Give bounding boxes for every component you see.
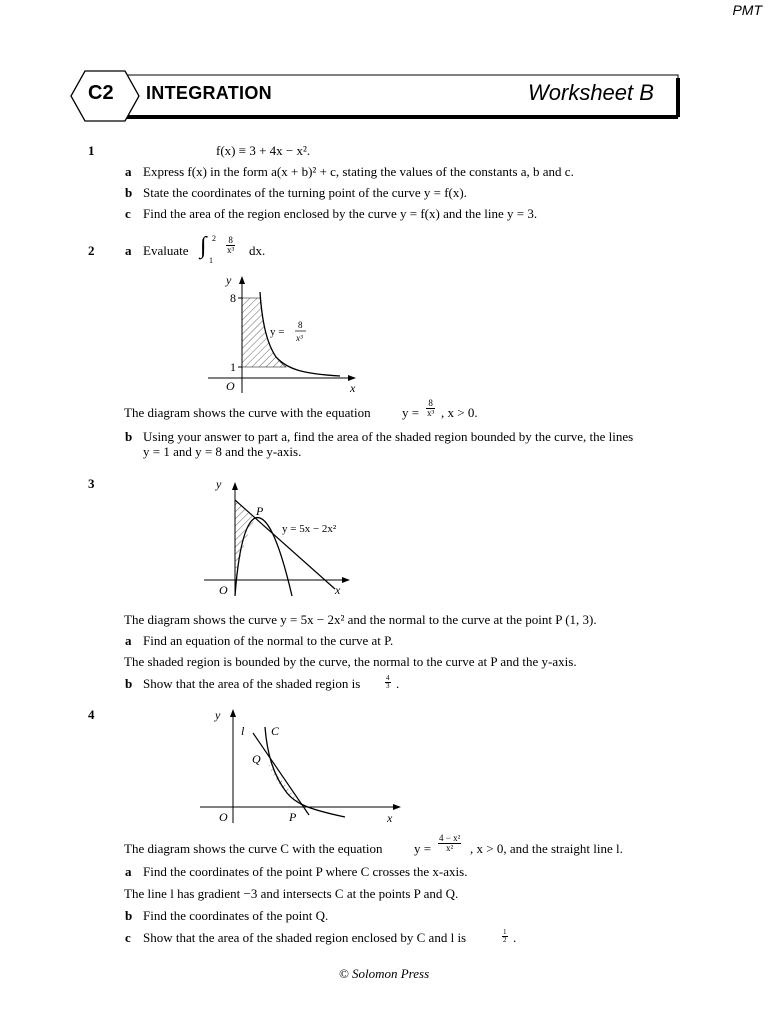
q2-curve-den: x³	[296, 333, 303, 343]
q2-a-label: a	[125, 243, 132, 258]
q3-b-text: Show that the area of the shaded region is	[143, 676, 361, 691]
q2-desc-num: 8	[426, 399, 435, 409]
footer-copyright: © Solomon Press	[338, 966, 430, 981]
q4-a-text: Find the coordinates of the point P where C crosses the x-axis.	[143, 864, 468, 879]
integral-lower: 1	[209, 256, 213, 265]
q4-point-q: Q	[252, 752, 261, 766]
q1-a-label: a	[125, 164, 132, 179]
q4-c-label: c	[125, 930, 131, 945]
q1-b-label: b	[125, 185, 133, 200]
q1-a-text: Express f(x) in the form a(x + b)² + c, stating the values of the constants a, b and c.	[143, 164, 574, 179]
q3-y-axis-label: y	[216, 477, 222, 491]
header-title: INTEGRATION	[146, 83, 272, 103]
q2-curve-num: 8	[298, 320, 303, 330]
q2-desc-fraction	[426, 399, 435, 418]
header-badge: C2	[88, 82, 114, 104]
q4-c-text: Show that the area of the shaded region enclosed by C and l is	[143, 930, 467, 945]
q3-origin-label: O	[219, 583, 228, 597]
q2-y-axis-label: y	[226, 273, 232, 287]
q2-b-label: b	[125, 429, 133, 444]
q4-desc-num: 4 − x²	[439, 833, 461, 843]
q2-tick-1: 1	[230, 360, 236, 374]
corner-label: PMT	[732, 2, 762, 18]
q4-description: The diagram shows the curve C with the equation	[124, 841, 383, 856]
q3-b-fraction	[385, 675, 391, 690]
q2-desc-den: x³	[427, 408, 435, 418]
q3-b-frac-den: 3	[386, 681, 390, 690]
q4-origin-label: O	[219, 810, 228, 824]
q2-description: The diagram shows the curve with the equation	[124, 405, 371, 420]
q4-desc-cond: , x > 0, and the straight line l.	[470, 841, 623, 856]
q4-point-p: P	[289, 810, 297, 824]
integral-upper: 2	[212, 234, 216, 243]
q3-description: The diagram shows the curve y = 5x − 2x² and the normal to the curve at the point P (1, 3).	[124, 612, 597, 627]
q2-number: 2	[88, 243, 95, 258]
q1-c-label: c	[125, 206, 131, 221]
q4-b-text: Find the coordinates of the point Q.	[143, 908, 329, 923]
q2-desc-cond: , x > 0.	[441, 405, 478, 420]
q2-a-text: Evaluate	[143, 243, 189, 258]
q4-mid-text: The line l has gradient −3 and intersects C at the points P and Q.	[124, 886, 459, 901]
q3-x-axis-label: x	[335, 583, 341, 597]
q3-a-text: Find an equation of the normal to the curve at P.	[143, 633, 394, 648]
q2-b-text-2: y = 1 and y = 8 and the y-axis.	[143, 444, 302, 459]
q2-b-text-1: Using your answer to part a, find the area of the shaded region bounded by the curve, the lines	[143, 429, 634, 444]
q3-number: 3	[88, 476, 95, 491]
q4-y-axis-label: y	[215, 708, 221, 722]
q4-curve-label: C	[271, 724, 280, 738]
integrand-den: x³	[227, 245, 235, 255]
q3-mid-text: The shaded region is bounded by the curve, the normal to the curve at P and the y-axis.	[124, 654, 577, 669]
q4-c-frac-num: 1	[503, 927, 507, 936]
q2-dx: dx.	[249, 243, 266, 258]
q2-curve-label: y =	[270, 326, 285, 338]
integrand-num: 8	[226, 236, 235, 246]
q1-number: 1	[88, 143, 95, 158]
q4-figure	[195, 705, 415, 829]
q4-c-fraction	[502, 929, 508, 944]
q3-b-label: b	[125, 676, 133, 691]
q4-b-label: b	[125, 908, 133, 923]
integral-sign: ∫	[200, 233, 207, 259]
q4-a-label: a	[125, 864, 132, 879]
q3-a-label: a	[125, 633, 132, 648]
q4-number: 4	[88, 707, 95, 722]
q3-curve-label: y = 5x − 2x²	[282, 523, 337, 535]
q4-x-axis-label: x	[387, 811, 393, 825]
integrand-fraction	[226, 236, 235, 255]
q3-figure	[200, 476, 360, 602]
q2-tick-8: 8	[230, 291, 236, 305]
q3-b-frac-num: 4	[386, 673, 390, 682]
header-worksheet: Worksheet B	[528, 80, 654, 105]
q1-c-text: Find the area of the region enclosed by the curve y = f(x) and the line y = 3.	[143, 206, 538, 221]
q4-desc-den: x²	[446, 843, 454, 853]
q2-origin-label: O	[226, 379, 235, 393]
q3-point-p: P	[256, 504, 264, 518]
q1-b-text: State the coordinates of the turning point of the curve y = f(x).	[143, 185, 467, 200]
q2-x-axis-label: x	[350, 381, 356, 395]
q1-stem: f(x) ≡ 3 + 4x − x².	[216, 143, 311, 158]
q4-line-label: l	[241, 724, 245, 738]
q4-desc-fraction	[438, 834, 461, 853]
q4-c-frac-den: 2	[503, 935, 507, 944]
q2-figure	[200, 270, 370, 398]
